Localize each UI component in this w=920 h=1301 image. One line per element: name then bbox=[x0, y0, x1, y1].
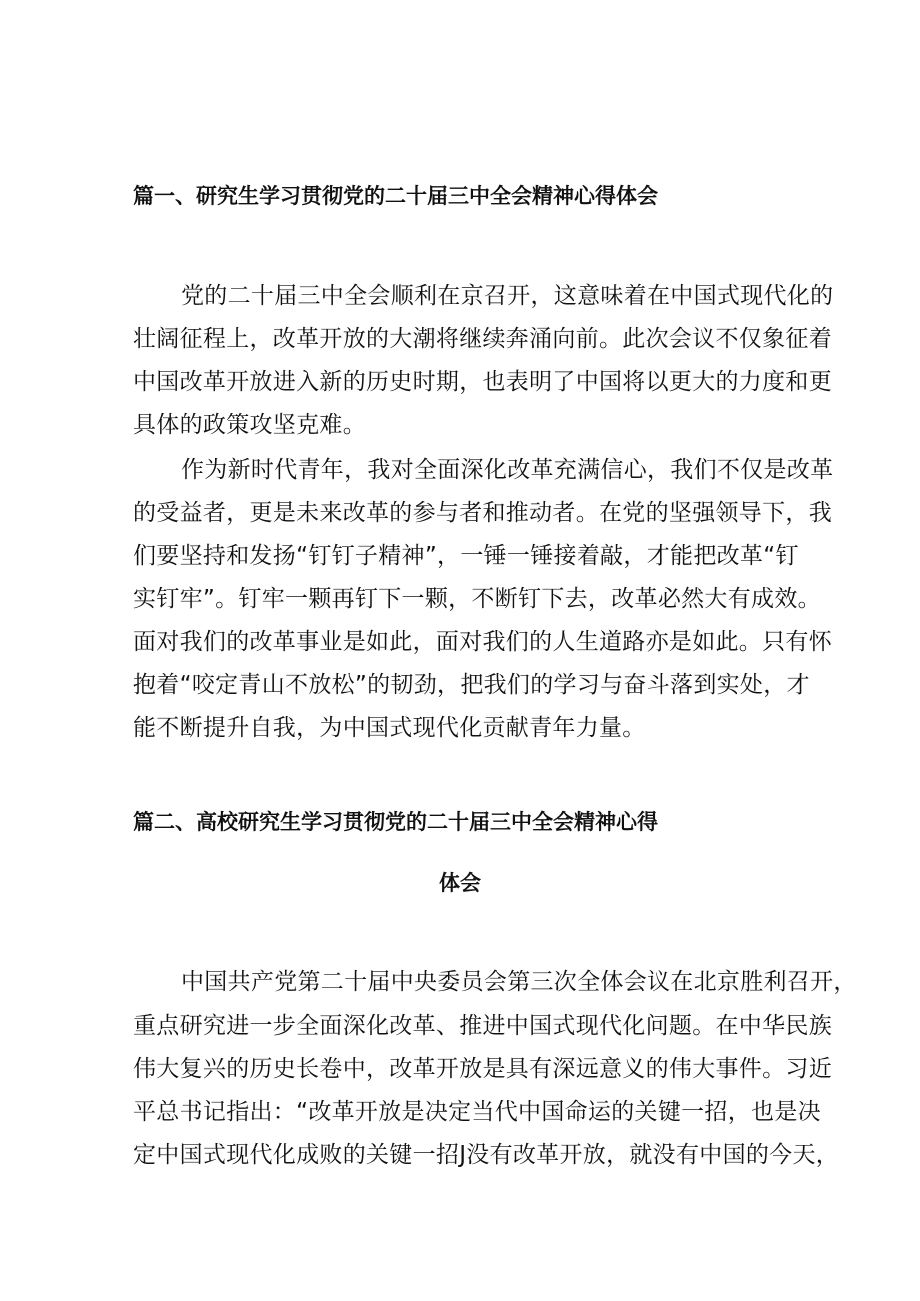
section2-title-line1: 篇二、高校研究生学习贯彻党的二十届三中全会精神心得 bbox=[133, 810, 658, 834]
section2-title-line2: 体会 bbox=[439, 871, 481, 895]
section2-p1-line1: 中国共产党第二十届中央委员会第三次全体会议在北京胜利召开， bbox=[181, 969, 857, 995]
section1-p2-line3: 们要坚持和发扬“钉钉子精神”，一锤一锤接着敲，才能把改革“钉 bbox=[133, 543, 799, 569]
section1-p2-line5: 面对我们的改革事业是如此，面对我们的人生道路亦是如此。只有怀 bbox=[133, 629, 832, 655]
section1-p1-line4: 具体的政策攻坚克难。 bbox=[133, 412, 366, 438]
section1-p2-line6: 抱着“咬定青山不放松”的韧劲，把我们的学习与奋斗落到实处，才 bbox=[133, 672, 810, 698]
section2-p1-line2: 重点研究进一步全面深化改革、推进中国式现代化问题。在中华民族 bbox=[133, 1013, 832, 1039]
section2-p1-line3: 伟大复兴的历史长卷中，改革开放是具有深远意义的伟大事件。习近 bbox=[133, 1056, 832, 1082]
section1-p2-line4: 实钉牢”。钉牢一颗再钉下一颗，不断钉下去，改革必然大有成效。 bbox=[133, 586, 821, 612]
section1-p2-line1: 作为新时代青年，我对全面深化改革充满信心，我们不仅是改革 bbox=[181, 457, 834, 483]
section1-title: 篇一、研究生学习贯彻党的二十届三中全会精神心得体会 bbox=[133, 184, 658, 208]
section1-p2-line7: 能不断提升自我，为中国式现代化贡献青年力量。 bbox=[133, 715, 646, 741]
section1-p2-line2: 的受益者，更是未来改革的参与者和推动者。在党的坚强领导下，我 bbox=[133, 500, 832, 526]
section2-p1-line5: 定中国式现代化成败的关键一招J没有改革开放，就没有中国的今天， bbox=[133, 1142, 840, 1168]
section1-p1-line1: 党的二十届三中全会顺利在京召开，这意味着在中国式现代化的 bbox=[181, 283, 834, 309]
section2-p1-line4: 平总书记指出：“改革开放是决定当代中国命运的关键一招，也是决 bbox=[133, 1099, 821, 1125]
section1-p1-line2: 壮阔征程上，改革开放的大潮将继续奔涌向前。此次会议不仅象征着 bbox=[133, 326, 832, 352]
section1-p1-line3: 中国改革开放进入新的历史时期，也表明了中国将以更大的力度和更 bbox=[133, 369, 832, 395]
